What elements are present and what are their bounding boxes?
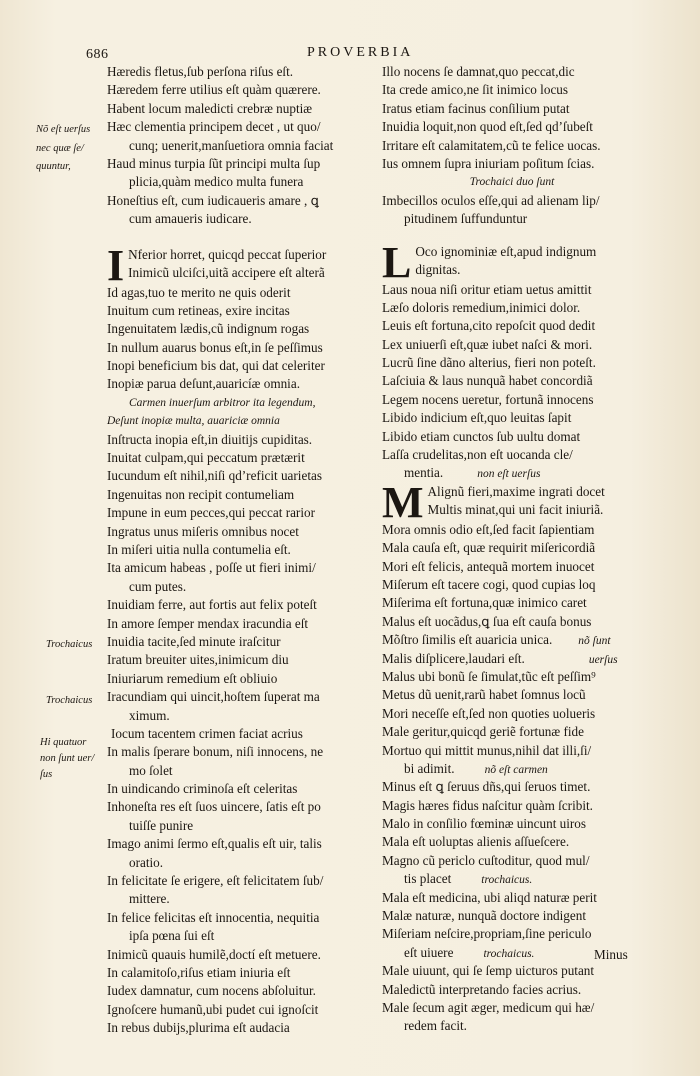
text-line: In calamitoſo,riſus etiam iniuria eſt	[107, 964, 291, 980]
text-line: Laſſa crudelitas,non eſt uocanda cle/	[382, 447, 573, 463]
text-line: Multis minat,qui uni facit iniuriã.	[427, 502, 604, 518]
section-M	[382, 477, 642, 527]
drop-initial-I: I	[107, 240, 125, 290]
text-line: Iratum breuiter uites,inimicum diu	[107, 652, 289, 668]
text-line: Malo in conſilio fœminæ uincunt uiros	[382, 816, 587, 832]
text-line: Inimicũ quauis humilẽ,doctí eſt metuere.	[107, 946, 321, 962]
drop-initial-L: L	[382, 237, 412, 287]
text-line: Legem nocens ueretur, fortunã innocens	[382, 391, 594, 407]
text-line: Minus eſt ꝗ ſeruus dñs,qui ſeruos timet.	[382, 779, 591, 795]
commentary-note: non eſt uerſus	[477, 468, 541, 481]
section-L	[382, 237, 642, 287]
text-line: Alignũ fieri,maxime ingrati docet	[427, 483, 605, 499]
text-line: Metus dũ uenit,rarũ habet ſomnus locũ	[382, 687, 586, 703]
text-line: Ingenuitas non recipit contumeliam	[107, 486, 295, 502]
text-line: Læſo doloris remedium,inimici dolor.	[382, 299, 581, 315]
text-line: Magno cũ periclo cuſtoditur, quod mul/	[382, 852, 590, 868]
text-line: mo ſolet	[129, 762, 173, 778]
text-line: Libido indicium eſt,quo leuitas ſapit	[382, 410, 572, 426]
text-line: Libido etiam cunctos ſub uultu domat	[382, 428, 581, 444]
margin-note-hi-2: non ſunt uer/	[40, 753, 95, 764]
text-fragment: bi adimit.	[404, 760, 455, 776]
text-fragment: tis placet	[404, 871, 452, 887]
commentary-line: Trochaici duo ſunt	[469, 176, 555, 189]
text-line: Nferior horret, quicqd peccat ſuperior	[128, 246, 327, 262]
text-line: Magis hæres fidus naſcitur quàm ſcribit.	[382, 797, 593, 813]
text-line: oratio.	[129, 854, 164, 870]
text-line: Mora omnis odio eſt,ſed facit ſapientiam	[382, 521, 595, 537]
text-line: Oco ignominiæ eſt,apud indignum	[415, 243, 597, 259]
margin-note-2: nec quæ ſe/	[36, 143, 84, 154]
text-line: Ita crede amico,ne ſit inimico locus	[382, 82, 569, 98]
text-line: In miſeri uitia nulla contumelia eſt.	[107, 541, 291, 557]
text-line: Inuidiam ferre, aut fortis aut felix poteſt	[107, 597, 317, 613]
text-line: Inuidia tacite,ſed minute iraſcitur	[107, 633, 281, 649]
commentary-note: trochaicus.	[483, 947, 535, 960]
text-line: Inuitum cum retineas, exire incitas	[107, 302, 290, 318]
text-line: Imago animi ſermo eſt,qualis eſt uir, talis	[107, 836, 322, 852]
text-line: Miſerum eſt tacere cogi, quod cupias loq	[382, 576, 596, 592]
text-line: Ita amicum habeas , poſſe ut fieri inimi/	[107, 560, 316, 576]
text-line: In nullum auarus bonus eſt,in ſe peſſimus	[107, 339, 323, 355]
text-line: Iudex damnatur, cum nocens abſoluitur.	[107, 983, 316, 999]
text-line: Hæredem ferre utilius eſt quàm quærere.	[107, 82, 321, 98]
text-line: Iratus etiam facinus conſilium putat	[382, 100, 570, 116]
text-line	[382, 650, 642, 668]
text-line: Ingenuitatem lædis,cũ indignum rogas	[107, 321, 310, 337]
text-line: Inſtructa inopia eſt,in diuitijs cupiditas.	[107, 431, 313, 447]
text-line: Laus noua niſi oritur etiam uetus amittit	[382, 281, 592, 297]
text-fragment: eſt uiuere	[404, 944, 454, 960]
text-line: tuiſſe punire	[129, 817, 194, 833]
text-line: Ius omnem ſupra iniuriam poſitum ſcias.	[382, 155, 595, 171]
text-line: plicia,quàm medico multa funera	[129, 174, 304, 190]
text-line: Hæredis fletus,ſub perſona riſus eſt.	[107, 64, 294, 79]
commentary-note: uerſus	[588, 653, 618, 666]
text-line	[382, 870, 642, 888]
text-line: Laſciuia & laus nunquã habet concordiã	[382, 373, 593, 389]
text-line: Inimicũ ulciſci,uitã accipere eſt alterã	[128, 264, 325, 280]
text-line: Male uiuunt, qui ſe ſemp uicturos putant	[382, 963, 595, 979]
text-line: Iracundiam qui uincit,hoſtem ſuperat ma	[107, 689, 320, 705]
page-number: 686	[86, 47, 109, 62]
margin-note-hi-1: Hi quatuor	[40, 737, 87, 748]
commentary-note: nõ eſt carmen	[484, 763, 548, 776]
text-line: ximum.	[129, 707, 170, 723]
text-line: Imbecillos oculos eſſe,qui ad alienam lip/	[382, 192, 600, 208]
text-line: redem facit.	[404, 1018, 467, 1034]
text-line: Malus eſt uocãdus,ꝗ ſua eſt cauſa bonus	[382, 613, 592, 629]
text-line: ipſa pœna ſui eſt	[129, 928, 215, 944]
drop-initial-M: M	[382, 477, 424, 527]
left-column	[107, 63, 375, 1038]
text-line: Miſeriam neſcire,propriam,ſine periculo	[382, 926, 592, 942]
text-line: In amore ſemper mendax iracundia eſt	[107, 615, 309, 631]
text-line: Iocum tacentem crimen faciat acrius	[111, 725, 303, 741]
text-line: Mori eſt felicis, antequã mortem inuocet	[382, 558, 595, 574]
commentary-note: trochaicus.	[481, 874, 533, 887]
text-fragment: mentia.	[404, 465, 444, 481]
text-line: Iniuriarum remedium eſt obliuio	[107, 670, 278, 686]
text-line: Mortuo qui mittit munus,nihil dat illi,ſi/	[382, 742, 592, 758]
text-line: In uindicando criminoſa eſt celeritas	[107, 781, 298, 797]
text-line: Inopiæ parua deſunt,auaricíæ omnia.	[107, 376, 300, 392]
text-line: mittere.	[129, 891, 170, 907]
margin-note-3: quuntur,	[36, 161, 71, 172]
commentary-note: nõ ſunt	[578, 635, 611, 648]
right-column	[382, 63, 642, 1036]
text-line: Male geritur,quicqd geriẽ fortunæ fide	[382, 724, 584, 740]
text-fragment: Malis diſplicere,laudari eſt.	[382, 650, 525, 666]
text-line: In felice felicitas eſt innocentia, nequitia	[107, 909, 320, 925]
text-line: Lucrũ ſine dãno alterius, fieri non poteſt.	[382, 355, 596, 371]
text-line: Ignoſcere humanũ,ubi pudet cui ignoſcit	[107, 1001, 319, 1017]
text-line: Miſerima eſt fortuna,quæ inimico caret	[382, 595, 587, 611]
text-line: Inuidia loquit,non quod eſt,ſed qd’ſubeſt	[382, 119, 593, 135]
text-line: Maledictũ interpretando facies acrius.	[382, 981, 582, 997]
text-line: Mala eſt uoluptas alienis aſſueſcere.	[382, 834, 570, 850]
text-line: Haud minus turpia ſũt principi multa ſup	[107, 155, 321, 171]
text-line	[382, 464, 642, 482]
text-line: Mori neceſſe eſt,ſed non quoties uolueris	[382, 705, 596, 721]
text-line: Honeſtius eſt, cum iudicaueris amare , ꝗ	[107, 192, 319, 208]
text-line: Leuis eſt fortuna,cito repoſcit quod dedit	[382, 318, 596, 334]
text-line: Mala cauſa eſt, quæ requirit miſericordiã	[382, 540, 596, 556]
text-line: In felicitate ſe erigere, eſt felicitatem ſub/	[107, 873, 324, 889]
margin-note-trochaicus-1: Trochaicus	[46, 639, 93, 650]
text-line: Malæ naturæ, nunquã doctore indigent	[382, 908, 587, 924]
margin-note-1: Nõ eſt uerſus	[36, 124, 91, 135]
margin-note-hi-3: ſus	[40, 769, 53, 780]
text-line: cunq; uenerit,manſuetiora omnia faciat	[129, 137, 334, 153]
text-line	[382, 760, 642, 778]
text-line	[382, 631, 642, 649]
commentary-line: Deſunt inopiæ multa, auariciæ omnia	[107, 415, 280, 428]
text-fragment: Mõſtro ſimilis eſt auaricia unica.	[382, 632, 553, 648]
text-line: Impune in eum pecces,qui peccat rarior	[107, 505, 315, 521]
text-line: Male ſecum agit æger, medicum qui hæ/	[382, 999, 595, 1015]
text-line: Malus ubi bonũ ſe ſimulat,tũc eſt peſſim⁹	[382, 668, 596, 684]
text-line: In rebus dubijs,plurima eſt audacia	[107, 1020, 290, 1036]
text-line: cum putes.	[129, 578, 187, 594]
text-line: In malis ſperare bonum, niſi innocens, ne	[107, 744, 324, 760]
section-I	[107, 240, 375, 290]
text-line: Mala eſt medicina, ubi aliqd naturæ perit	[382, 889, 597, 905]
text-line: Lex uniuerſi eſt,quæ iubet naſci & mori.	[382, 336, 593, 352]
catchword: Minus	[594, 947, 628, 962]
text-line: Inopi beneficium bis dat, qui dat celeriter	[107, 358, 325, 374]
text-line: Ingratus unus miſeris omnibus nocet	[107, 523, 299, 539]
text-line: Illo nocens ſe damnat,quo peccat,dic	[382, 64, 575, 79]
text-line: cum amaueris iudicare.	[129, 211, 252, 227]
text-line: Id agas,tuo te merito ne quis oderit	[107, 284, 291, 300]
text-line: Inuitat culpam,qui peccatum prætærit	[107, 450, 305, 466]
text-line: Hæc clementia principem decet , ut quo/	[107, 119, 321, 135]
text-line: Habent locum maledicti crebræ nuptiæ	[107, 100, 313, 116]
text-line: Irritare eſt calamitatem,cũ te felice uocas.	[382, 137, 601, 153]
margin-note-trochaicus-2: Trochaicus	[46, 695, 93, 706]
text-line: dignitas.	[415, 261, 461, 277]
text-line: Inhoneſta res eſt ſuos uincere, ſatis eſt po	[107, 799, 321, 815]
text-line: Iucundum eſt nihil,niſi qd’reficit uarietas	[107, 468, 322, 484]
text-line: pitudinem ſuffunduntur	[404, 211, 528, 227]
commentary-line: Carmen inuerſum arbitror ita legendum,	[129, 396, 316, 409]
running-head: PROVERBIA	[307, 45, 414, 60]
